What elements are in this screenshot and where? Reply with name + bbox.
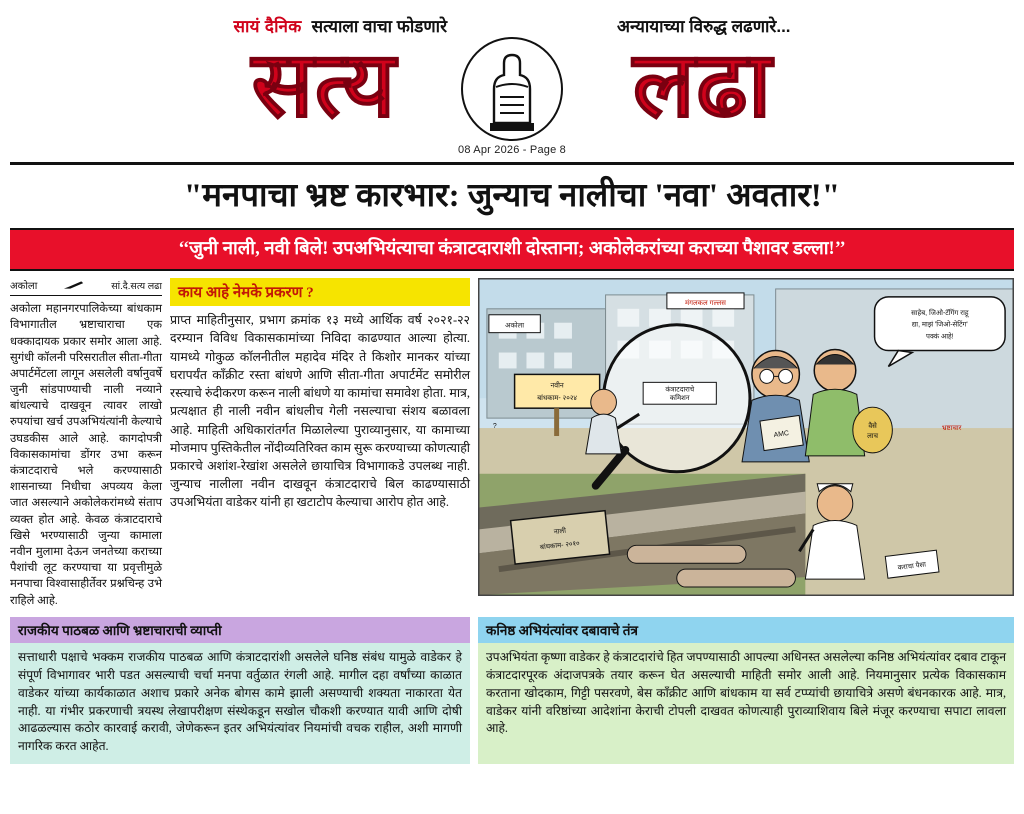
box-political-support bbox=[10, 617, 470, 765]
box-political-support-heading: राजकीय पाठबळ आणि भ्रष्टाचाराची व्याप्ती bbox=[10, 617, 470, 643]
svg-text:AMC: AMC bbox=[773, 430, 790, 440]
svg-text:अकोला: अकोला bbox=[505, 322, 525, 330]
byline-author: सां.दै.सत्य लढा bbox=[111, 280, 162, 292]
tagline-right: अन्यायाच्या विरुद्ध लढणारे... bbox=[617, 17, 791, 36]
masthead bbox=[0, 0, 1024, 165]
column-right bbox=[478, 278, 1014, 609]
cartoon-label-question: ? bbox=[492, 423, 497, 431]
svg-text:कंत्राटदाराचे: कंत्राटदाराचे bbox=[665, 386, 695, 394]
mid-column-body: प्राप्त माहितीनुसार, प्रभाग क्रमांक १३ मध्ये आर्थिक वर्ष २०२१-२२ दरम्यान विविध विकासकामांच्या निविदा काढण्यात आल्या होत्या. यामध्ये गोकुळ कॉलनीतील महादेव मंदिर ते किशोर मानकर यांच्या घरापर्यंत काँक्रीट रस्ता बांधणे आणि सीता-गीता अपार्टमेंट समोरील रस्त्याचे रुंदीकरण करून नाली बांधणे या कामांचा समावेश होता. मात्र, प्रत्यक्षात ही नाली नवीन बांधलीच गेली नसल्याचा संशय बळावला आहे. माहिती अधिकारांतर्गत मिळालेल्या पुराव्यानुसार, या कामाच्या मोजमाप पुस्तिकेतील नोंदीव्यतिरिक्त काम सुरू करण्याच्या कोणत्याही प्रकारचे अशांश-रेखांश असलेले छायाचित्र विभागाकडे उपलब्ध नाही. जुन्याच नालीला नवीन दाखवून कंत्राटदाराचे बिल काढण्यासाठी उपअभियंता वाडेकर यांनी हा खटाटोप केल्याचा आरोप होत आहे. bbox=[170, 313, 470, 510]
article-columns bbox=[0, 271, 1024, 609]
logo bbox=[0, 35, 1024, 140]
column-left bbox=[10, 278, 162, 609]
svg-text:बांधकाम- २०१०: बांधकाम- २०१० bbox=[539, 540, 581, 552]
svg-text:मंगलकल गल्लस: मंगलकल गल्लस bbox=[684, 299, 726, 307]
box-junior-engineers-heading: कनिष्ठ अभियंत्यांवर दबावाचे तंत्र bbox=[478, 617, 1014, 643]
byline bbox=[10, 278, 162, 296]
svg-text:कमिशन: कमिशन bbox=[669, 395, 690, 403]
svg-text:साहेब, जिओ-टॅगिंग राहू: साहेब, जिओ-टॅगिंग राहू bbox=[911, 309, 969, 317]
cartoon-label-folder bbox=[760, 416, 803, 451]
box-junior-engineers-body: उपअभियंता कृष्णा वाडेकर हे कंत्राटदारांचे हित जपण्यासाठी आपल्या अधिनस्त असलेल्या कनिष्ठ अभियंत्यांवर दबाव टाकून कंत्राटदारपूरक अंदाजपत्रके तयार करून घेत असल्याची माहिती समोर आली आहे. नियमानुसार प्रत्येक विकासकाम करताना खोदकाम, गिट्टी पसरवणे, बेस काँक्रीट आणि बांधकाम या सर्व टप्प्यांची छायाचित्रे असणे बंधनकारक आहे. मात्र, वाडेकर यांनी वरिष्ठांच्या आदेशांना केराची टोपली दाखवत कोणत्याही पुराव्याशिवाय बिले मंजूर करण्याचा सपाटा लावला आहे. bbox=[486, 649, 1006, 736]
column-middle bbox=[170, 278, 470, 609]
cartoon-label-shop bbox=[667, 293, 744, 309]
svg-text:लाच: लाच bbox=[867, 433, 879, 441]
tagline-left-black: सत्याला वाचा फोडणारे bbox=[311, 17, 448, 36]
svg-text:पक्कं आहे!: पक्कं आहे! bbox=[926, 333, 954, 341]
logo-word-right: लढा bbox=[632, 34, 773, 136]
tagline-left-red: सायं दैनिक bbox=[233, 17, 302, 36]
pen-icon bbox=[63, 280, 85, 290]
subhead-banner: ‘‘जुनी नाली, नवी बिले! उपअभियंत्याचा कंत्राटदाराशी दोस्ताना; अकोलेकरांच्या कराच्या पैशावर डल्ला!’’ bbox=[10, 228, 1014, 271]
editorial-cartoon bbox=[478, 278, 1014, 596]
svg-text:नवीन: नवीन bbox=[550, 382, 564, 390]
cartoon-label-city bbox=[489, 315, 540, 333]
svg-text:कराचा पैसा: कराचा पैसा bbox=[897, 561, 927, 573]
svg-text:वैसे: वैसे bbox=[868, 423, 877, 431]
byline-place: अकोला bbox=[10, 281, 38, 293]
dateline: 08 Apr 2026 - Page 8 bbox=[458, 144, 566, 156]
box-political-support-body: सत्ताधारी पक्षाचे भक्कम राजकीय पाठबळ आणि कंत्राटदारांशी असलेले घनिष्ठ संबंध यामुळे वाडेकर हे संपूर्ण विभागावर भारी पडत असल्याची चर्चा मनपा वर्तुळात रंगली आहे. मागील दहा वर्षांच्या काळात वाडेकर यांच्या कार्यकाळात अशाच प्रकारे अनेक बोगस कामे झाली असण्याची शक्यता नाकारता येत नाही. या गंभीर प्रकरणाची त्रयस्थ लेखापरीक्षण संस्थेकडून सखोल चौकशी करण्यात यावी आणि दोषी आढळल्यास कठोर कारवाई करावी, जेणेकरून इतर अभियंत्यांवर नियमांची वचक राहील, अशी मागणी नागरिक करत आहेत. bbox=[18, 649, 462, 754]
cartoon-label-stone-old bbox=[511, 511, 610, 564]
mid-column-heading: काय आहे नेमके प्रकरण ? bbox=[170, 278, 470, 306]
svg-text:बांधकाम- २०२४: बांधकाम- २०२४ bbox=[537, 395, 578, 403]
tagline-row bbox=[0, 14, 1024, 37]
left-column-body: अकोला महानगरपालिकेच्या बांधकाम विभागातील भ्रष्टाचाराचा एक धक्कादायक प्रकार समोर आला आहे. सुगंधी कॉलनी परिसरातील सीता-गीता अपार्टमेंटला लागून असलेली वर्षानुवर्षे जुनी सांडपाण्याची नाली नव्याने बांधल्याचे दाखवून त्यावर लाखो रुपयांचा खर्च उपअभियंत्यांनी केल्याचे उघडकीस आले आहे. कागदोपत्री विकासकामांचा डोंगर उभा करून कंत्राटदाराचे भले करण्यासाठी शासनाच्या निधीचा अपव्यय केला जात असल्याने अकोलेकरांमध्ये संताप व्यक्त होत आहे. केवळ कंत्राटदाराचे खिसे भरण्यासाठी जुन्या कामाला नवीन मुलामा देऊन जनतेच्या कराच्या पैशांची लूट करण्याचा या प्रवृत्तीमुळे मनपाचा विश्वासाहीर्तेवर प्रश्नचिन्ह उभे राहिले आहे. bbox=[10, 303, 162, 607]
masthead-rule bbox=[10, 162, 1014, 165]
logo-word-left: सत्य bbox=[251, 34, 397, 136]
raised-fist-icon bbox=[460, 37, 564, 141]
bottom-boxes bbox=[0, 609, 1024, 765]
svg-text:नाली: नाली bbox=[553, 527, 567, 537]
svg-text:द्या, माझं 'जिओ-सेटिंग': द्या, माझं 'जिओ-सेटिंग' bbox=[911, 321, 968, 329]
cartoon-label-corruption: भ्रष्टाचार bbox=[941, 425, 962, 433]
page-title: "मनपाचा भ्रष्ट कारभार: जुन्याच नालीचा 'नवा' अवतार!" bbox=[183, 178, 841, 214]
box-junior-engineers bbox=[478, 617, 1014, 765]
